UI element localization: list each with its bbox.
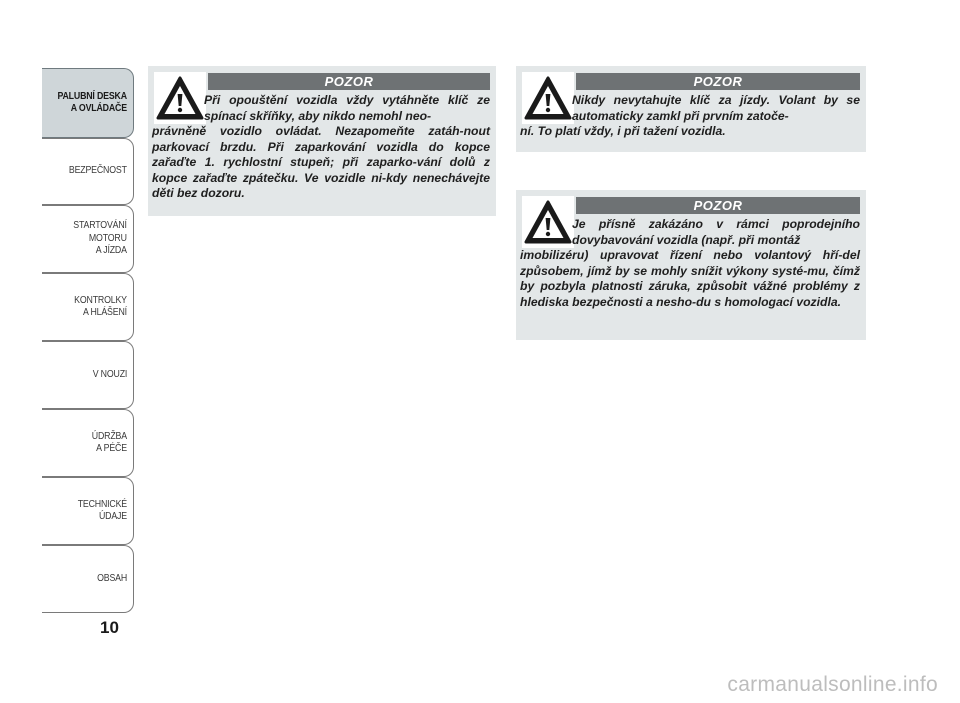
warning-text-lead: Je přísně zakázáno v rámci poprodejního dovybavování vozidla (např. při montáž [572,217,860,247]
warning-text-body: ní. To platí vždy, i při tažení vozidla. [520,124,726,138]
warning-box [148,66,496,216]
warning-box [516,66,866,152]
tab-label: V NOUZI [92,368,127,380]
tab-kontrolky[interactable] [42,273,134,341]
page-number: 10 [100,618,119,637]
watermark: carmanualsonline.info [727,673,938,696]
tab-label: OBSAH [97,572,127,584]
tab-label: KONTROLKY A HLÁŠENÍ [74,294,127,318]
warning-header: POZOR [576,73,860,90]
tab-startovani[interactable] [42,205,134,273]
warning-header: POZOR [208,73,490,90]
warning-text-body: právněně vozidlo ovládat. Nezapomeňte zatáh-nout parkovací brzdu. Při zaparkování vozidla do kopce zařaďte 1. rychlostní stupeň; při zaparko-vání dolů z kopce zařaďte zpátečku. Ve vozidle ni-kdy nenechávejte děti bez dozoru. [152,124,490,200]
warning-text [520,217,860,310]
tab-label: PALUBNÍ DESKA A OVLÁDAČE [57,90,127,114]
tab-v-nouzi[interactable] [42,341,134,409]
tab-label: ÚDRŽBA A PÉČE [91,430,127,454]
warning-header: POZOR [576,197,860,214]
tab-bezpecnost[interactable] [42,138,134,205]
tab-label: STARTOVÁNÍ MOTORU A JÍZDA [73,220,127,257]
warning-box [516,190,866,340]
tab-udrzba[interactable] [42,409,134,477]
warning-text [520,93,860,140]
tab-technicke-udaje[interactable] [42,477,134,545]
warning-text-body: imobilizéru) upravovat řízení nebo volantový hří-del způsobem, jímž by se mohly snížit výkony systé-mu, čímž by pozbyla platnosti záruka, způsobit vážné problémy z hlediska bezpečnosti a nesho-du s homologací vozidla. [520,248,860,309]
tab-obsah[interactable] [42,545,134,613]
warning-text [152,93,490,202]
warning-text-lead: Nikdy nevytahujte klíč za jízdy. Volant by se automaticky zamkl při prvním zatoče- [572,93,860,123]
tab-label: BEZPEČNOST [69,165,127,177]
tab-label: TECHNICKÉ ÚDAJE [77,498,127,522]
warning-text-lead: Při opouštění vozidla vždy vytáhněte klíč ze spínací skříňky, aby nikdo nemohl neo- [204,93,490,123]
tab-palubni-deska[interactable] [42,68,134,138]
